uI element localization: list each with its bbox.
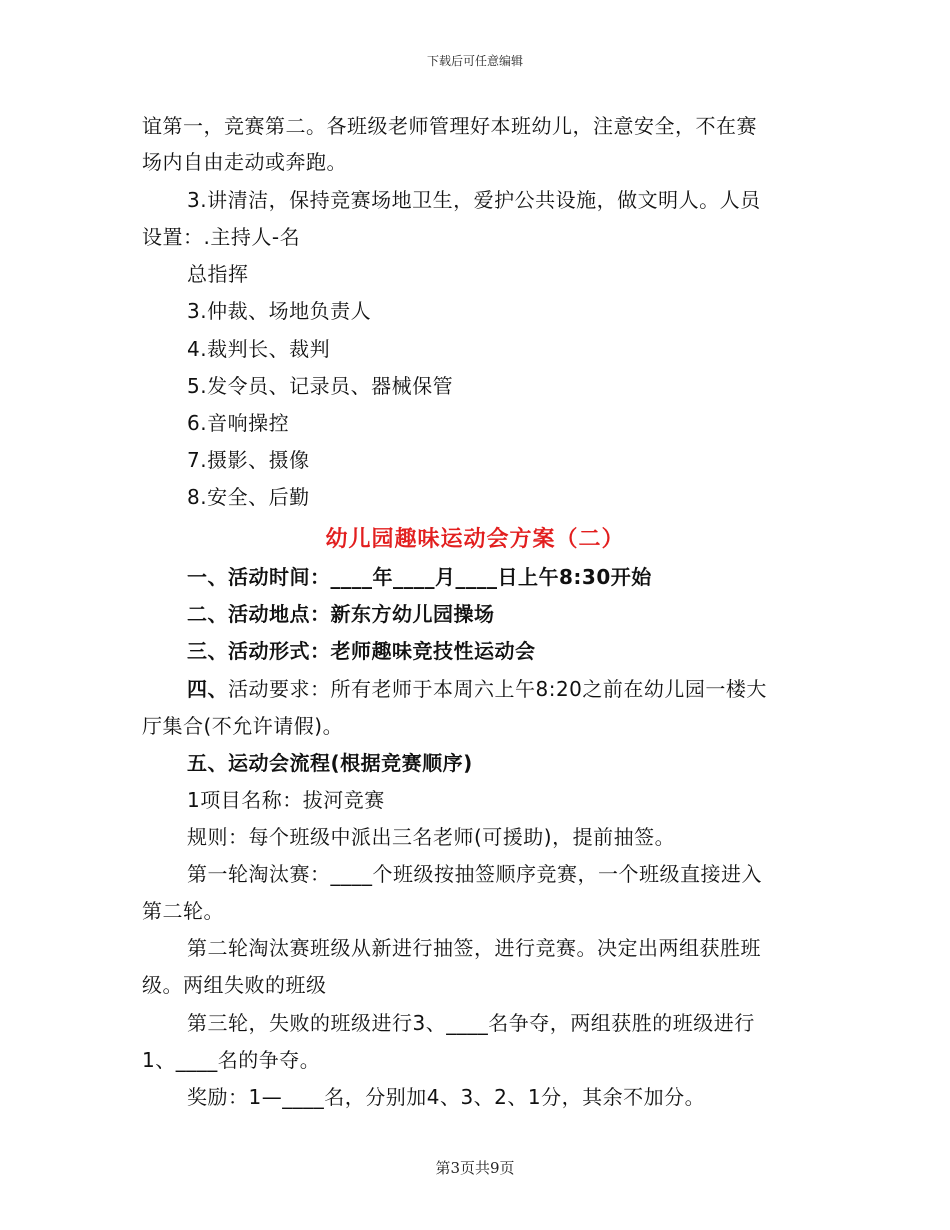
paragraph-line: 设置：.主持人-名: [142, 225, 301, 249]
paragraph-line: 场内自由走动或奔跑。: [142, 150, 347, 174]
heading-line: 三、活动形式：老师趣味竞技性运动会: [187, 639, 536, 663]
paragraph-line: 1项目名称：拔河竞赛: [187, 788, 385, 812]
page-header: 下载后可任意编辑: [426, 54, 523, 68]
paragraph-line: 级。两组失败的班级: [142, 973, 327, 997]
list-item: 8.安全、后勤: [187, 485, 310, 509]
heading-line: 五、运动会流程(根据竞赛顺序): [187, 751, 473, 775]
page-footer: 第3页共9页: [435, 1159, 515, 1177]
list-item: 4.裁判长、裁判: [187, 337, 331, 361]
heading-prefix: 四、: [187, 677, 228, 701]
paragraph-line: 奖励：1—____名，分别加4、3、2、1分，其余不加分。: [187, 1085, 706, 1109]
section-title: 幼儿园趣味运动会方案（二）: [325, 527, 625, 552]
list-item: 6.音响操控: [187, 411, 290, 435]
paragraph-line: 第一轮淘汰赛：____个班级按抽签顺序竞赛，一个班级直接进入: [187, 862, 762, 886]
paragraph-line: 谊第一，竞赛第二。各班级老师管理好本班幼儿，注意安全，不在赛: [142, 114, 757, 138]
heading-line: 一、活动时间：____年____月____日上午8:30开始: [187, 565, 652, 589]
paragraph-line: 第三轮，失败的班级进行3、____名争夺，两组获胜的班级进行: [187, 1011, 755, 1035]
paragraph-line: 规则：每个班级中派出三名老师(可援助)，提前抽签。: [187, 825, 676, 849]
list-item: 5.发令员、记录员、器械保管: [187, 374, 454, 398]
paragraph-line: 第二轮。: [142, 899, 224, 923]
paragraph-line: 1、____名的争夺。: [142, 1048, 321, 1072]
heading-line: 二、活动地点：新东方幼儿园操场: [187, 602, 495, 626]
list-item: 3.仲裁、场地负责人: [187, 299, 372, 323]
paragraph-line: [187, 675, 767, 703]
paragraph-text: 活动要求：所有老师于本周六上午8:20之前在幼儿园一楼大: [228, 677, 767, 701]
paragraph-line: 第二轮淘汰赛班级从新进行抽签，进行竞赛。决定出两组获胜班: [187, 936, 761, 960]
paragraph-line: 厅集合(不允许请假)。: [142, 714, 344, 738]
paragraph-line: 3.讲清洁，保持竞赛场地卫生，爱护公共设施，做文明人。人员: [187, 188, 761, 212]
list-item: 总指挥: [187, 262, 249, 286]
list-item: 7.摄影、摄像: [187, 448, 310, 472]
